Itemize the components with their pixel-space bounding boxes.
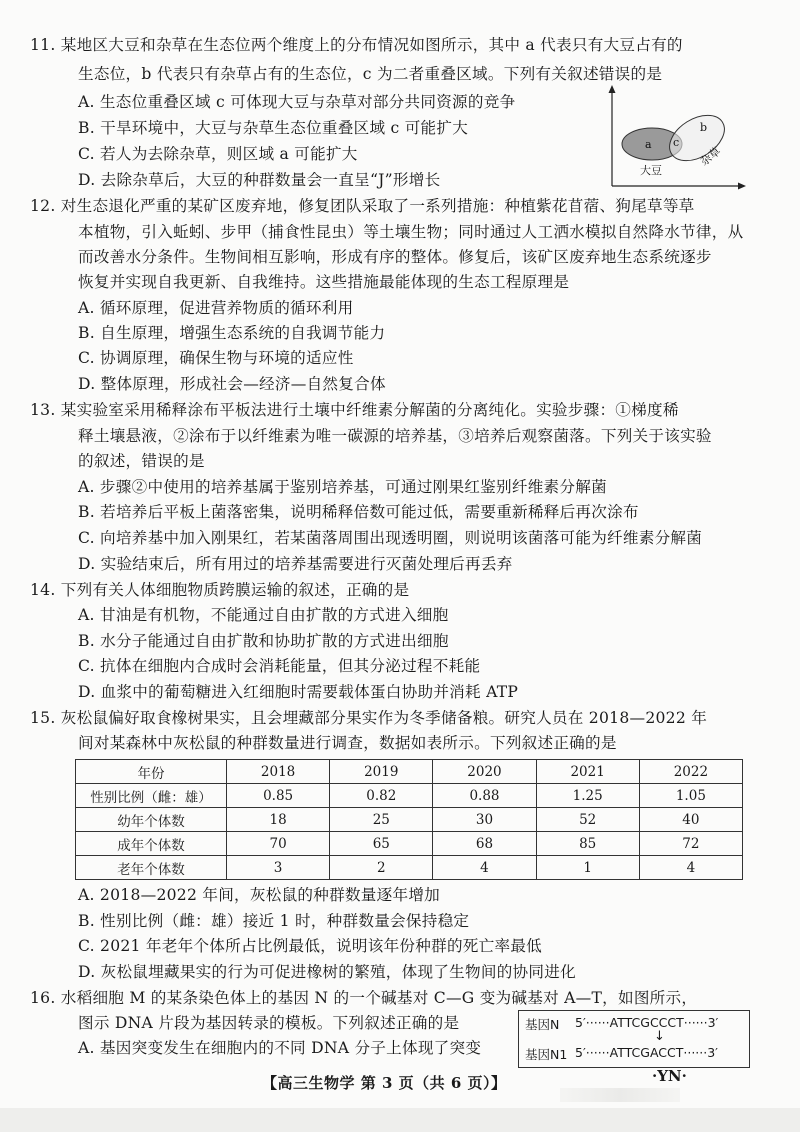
q12-stem-line-2: 本植物，引入蚯蚓、步甲（捕食性昆虫）等土壤生物；同时通过人工洒水模拟自然降水节律，从 bbox=[78, 223, 744, 241]
table-row-label: 幼年个体数 bbox=[76, 808, 227, 832]
table-cell: 0.85 bbox=[227, 784, 330, 808]
table-row bbox=[76, 832, 743, 856]
q15-option-a: A. 2018—2022 年间，灰松鼠的种群数量逐年增加 bbox=[78, 886, 441, 904]
figure-x-axis-arrow bbox=[738, 183, 746, 190]
table-header-row bbox=[76, 760, 743, 784]
q11-stem-line-1: 11. 某地区大豆和杂草在生态位两个维度上的分布情况如图所示，其中 a 代表只有大豆占有的 bbox=[30, 36, 683, 54]
q12-option-b: B. 自生原理，增强生态系统的自我调节能力 bbox=[78, 324, 386, 342]
q14-option-c: C. 抗体在细胞内合成时会消耗能量，但其分泌过程不耗能 bbox=[78, 657, 481, 675]
page-footer-code: ·YN· bbox=[652, 1067, 687, 1085]
table-header-cell: 2020 bbox=[433, 760, 536, 784]
q15-option-c: C. 2021 年老年个体所占比例最低，说明该年份种群的死亡率最低 bbox=[78, 937, 543, 955]
gene-n-sequence: 5′······ATTCGCCCT······3′ bbox=[575, 1015, 719, 1030]
q16-stem-line-2: 图示 DNA 片段为基因转录的模板。下列叙述正确的是 bbox=[78, 1014, 460, 1032]
q11-option-b: B. 干旱环境中，大豆与杂草生态位重叠区域 c 可能扩大 bbox=[78, 119, 469, 137]
table-cell: 1.25 bbox=[536, 784, 639, 808]
q16-option-a: A. 基因突变发生在细胞内的不同 DNA 分子上体现了突变 bbox=[78, 1039, 482, 1057]
q15-stem-line-2: 间对某森林中灰松鼠的种群数量进行调查，数据如表所示。下列叙述正确的是 bbox=[78, 734, 617, 752]
table-cell: 52 bbox=[536, 808, 639, 832]
table-row bbox=[76, 856, 743, 880]
q13-option-b: B. 若培养后平板上菌落密集，说明稀释倍数可能过低，需要重新稀释后再次涂布 bbox=[78, 503, 639, 521]
table-cell: 85 bbox=[536, 832, 639, 856]
q11-option-d: D. 去除杂草后，大豆的种群数量会一直呈“J”形增长 bbox=[78, 171, 441, 189]
table-cell: 70 bbox=[227, 832, 330, 856]
q11-stem-line-2: 生态位，b 代表只有杂草占有的生态位，c 为二者重叠区域。下列有关叙述错误的是 bbox=[78, 65, 663, 83]
table-cell: 2 bbox=[330, 856, 433, 880]
mutation-arrow: ↓ bbox=[654, 1029, 665, 1044]
q12-stem-line-3: 而改善水分条件。生物间相互影响，形成有序的整体。修复后，该矿区废弃地生态系统逐步 bbox=[78, 248, 712, 266]
table-cell: 4 bbox=[433, 856, 536, 880]
q15-stem-line-1: 15. 灰松鼠偏好取食橡树果实，且会埋藏部分果实作为冬季储备粮。研究人员在 2018—2022 年 bbox=[30, 709, 708, 727]
table-header-cell: 2022 bbox=[639, 760, 742, 784]
watermark-smudge bbox=[560, 1088, 680, 1102]
region-c-label: c bbox=[673, 136, 680, 149]
niche-overlap-figure bbox=[600, 82, 750, 194]
q12-option-c: C. 协调原理，确保生物与环境的适应性 bbox=[78, 349, 354, 367]
soybean-label: 大豆 bbox=[640, 164, 662, 177]
q15-option-d: D. 灰松鼠埋藏果实的行为可促进橡树的繁殖，体现了生物间的协同进化 bbox=[78, 963, 576, 981]
q16-stem-line-1: 16. 水稻细胞 M 的某条染色体上的基因 N 的一个碱基对 C—G 变为碱基对 A—T，如图所示， bbox=[30, 989, 698, 1007]
figure-y-axis-arrow bbox=[609, 85, 616, 93]
population-table bbox=[75, 759, 743, 880]
table-header-cell: 年份 bbox=[76, 760, 227, 784]
q13-stem-line-1: 13. 某实验室采用稀释涂布平板法进行土壤中纤维素分解菌的分离纯化。实验步骤：①梯度稀 bbox=[30, 401, 679, 419]
gene-n-label: 基因N bbox=[525, 1017, 560, 1032]
table-cell: 1.05 bbox=[639, 784, 742, 808]
q13-stem-line-2: 释土壤悬液，②涂布于以纤维素为唯一碳源的培养基，③培养后观察菌落。下列关于该实验 bbox=[78, 427, 712, 445]
table-row bbox=[76, 808, 743, 832]
page-footer-title: 【高三生物学 第 3 页（共 6 页）】 bbox=[262, 1074, 507, 1092]
bottom-band bbox=[0, 1108, 800, 1132]
q14-option-b: B. 水分子能通过自由扩散和协助扩散的方式进出细胞 bbox=[78, 632, 449, 650]
table-cell: 68 bbox=[433, 832, 536, 856]
q13-option-a: A. 步骤②中使用的培养基属于鉴别培养基，可通过刚果红鉴别纤维素分解菌 bbox=[78, 478, 607, 496]
gene-n1-label: 基因N1 bbox=[525, 1047, 568, 1062]
q13-option-c: C. 向培养基中加入刚果红，若某菌落周围出现透明圈，则说明该菌落可能为纤维素分解菌 bbox=[78, 529, 703, 547]
q13-option-d: D. 实验结束后，所有用过的培养基需要进行灭菌处理后再丢弃 bbox=[78, 555, 513, 573]
table-header-cell: 2021 bbox=[536, 760, 639, 784]
weed-label: 杂草 bbox=[697, 144, 724, 169]
q11-option-a: A. 生态位重叠区域 c 可体现大豆与杂草对部分共同资源的竞争 bbox=[78, 93, 516, 111]
table-cell: 1 bbox=[536, 856, 639, 880]
table-cell: 0.88 bbox=[433, 784, 536, 808]
q12-option-d: D. 整体原理，形成社会—经济—自然复合体 bbox=[78, 375, 386, 393]
q14-stem-line-1: 14. 下列有关人体细胞物质跨膜运输的叙述，正确的是 bbox=[30, 581, 410, 599]
table-cell: 0.82 bbox=[330, 784, 433, 808]
table-cell: 4 bbox=[639, 856, 742, 880]
q12-option-a: A. 循环原理，促进营养物质的循环利用 bbox=[78, 299, 354, 317]
q11-option-c: C. 若人为去除杂草，则区域 a 可能扩大 bbox=[78, 145, 358, 163]
table-row-label: 老年个体数 bbox=[76, 856, 227, 880]
table-cell: 72 bbox=[639, 832, 742, 856]
table-cell: 18 bbox=[227, 808, 330, 832]
q14-option-a: A. 甘油是有机物，不能通过自由扩散的方式进入细胞 bbox=[78, 606, 449, 624]
table-cell: 30 bbox=[433, 808, 536, 832]
table-cell: 40 bbox=[639, 808, 742, 832]
table-cell: 65 bbox=[330, 832, 433, 856]
table-row-label: 性别比例（雌：雄） bbox=[76, 784, 227, 808]
q12-stem-line-1: 12. 对生态退化严重的某矿区废弃地，修复团队采取了一系列措施：种植紫花苜蓿、狗尾草等草 bbox=[30, 197, 695, 215]
table-row bbox=[76, 784, 743, 808]
table-row-label: 成年个体数 bbox=[76, 832, 227, 856]
gene-n1-sequence: 5′······ATTCGACCT······3′ bbox=[575, 1045, 718, 1060]
table-header-cell: 2018 bbox=[227, 760, 330, 784]
q15-option-b: B. 性别比例（雌：雄）接近 1 时，种群数量会保持稳定 bbox=[78, 912, 470, 930]
table-cell: 25 bbox=[330, 808, 433, 832]
q12-stem-line-4: 恢复并实现自我更新、自我维持。这些措施最能体现的生态工程原理是 bbox=[78, 273, 570, 291]
region-b-label: b bbox=[700, 121, 708, 134]
dna-sequence-figure bbox=[518, 1010, 750, 1068]
table-header-cell: 2019 bbox=[330, 760, 433, 784]
q14-option-d: D. 血浆中的葡萄糖进入红细胞时需要载体蛋白协助并消耗 ATP bbox=[78, 683, 519, 701]
region-a-label: a bbox=[645, 138, 652, 151]
q13-stem-line-3: 的叙述，错误的是 bbox=[78, 452, 205, 470]
table-cell: 3 bbox=[227, 856, 330, 880]
